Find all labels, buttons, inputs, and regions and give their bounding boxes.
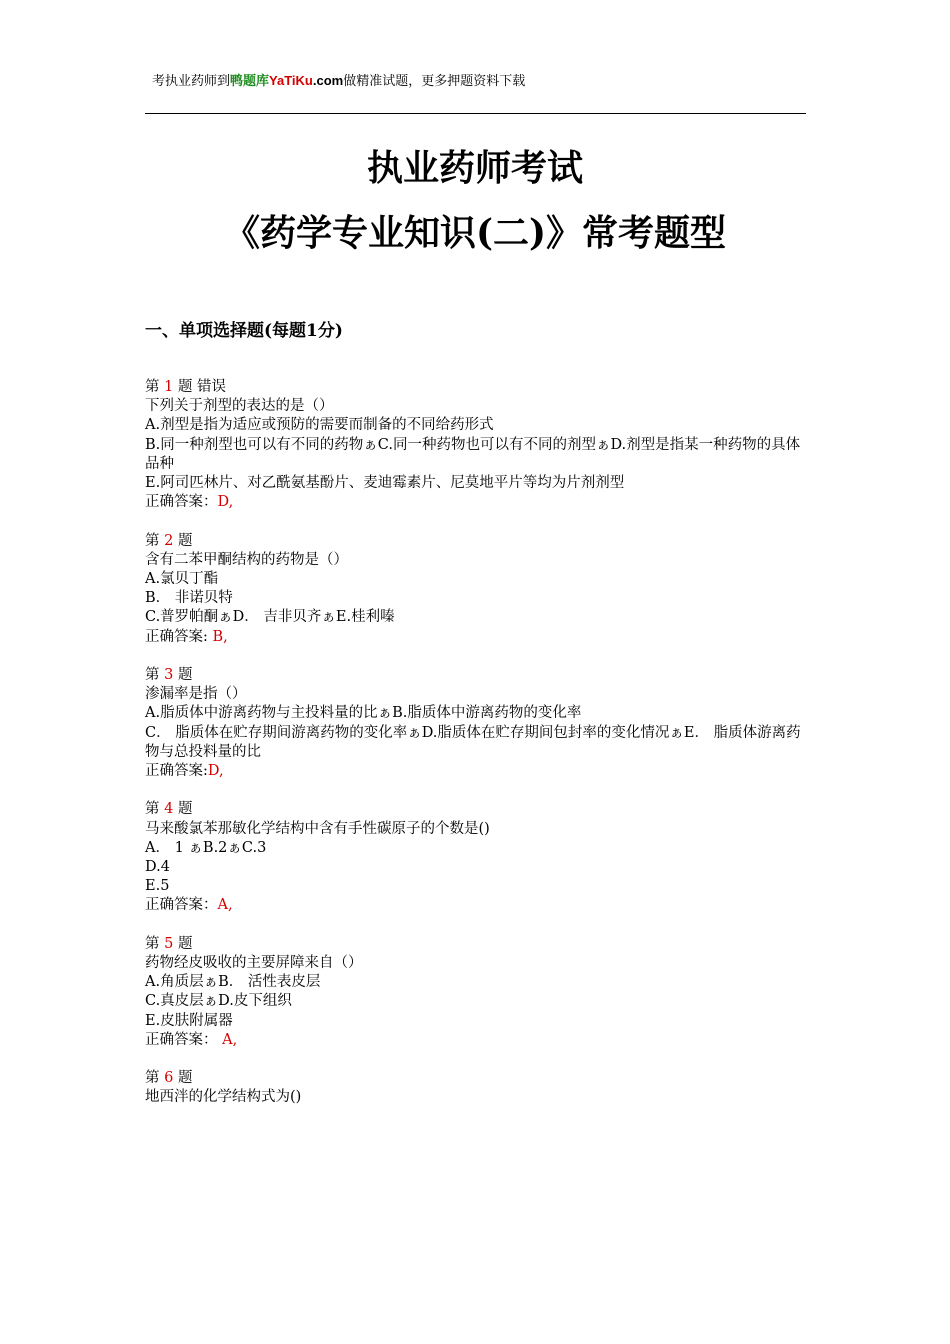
answer-value: D, [217, 494, 234, 511]
question-number-line [145, 378, 810, 397]
brand-name-cn: 鸭题库 [230, 74, 270, 89]
option-line: E.5 [145, 878, 170, 895]
option-line: D.4 [145, 859, 170, 876]
option-line: C.真皮层ぁD.皮下组织 [145, 993, 292, 1010]
question-block [145, 800, 810, 915]
question-label-prefix: 第 [145, 1070, 165, 1087]
option-line: B． 非诺贝特 [145, 590, 233, 607]
header-divider [145, 113, 806, 114]
question-stem: 地西泮的化学结构式为() [145, 1089, 302, 1106]
answer-line [145, 762, 810, 781]
question-block [145, 666, 810, 781]
option-line: A.角质层ぁB． 活性表皮层 [145, 974, 321, 991]
section-heading: 一、单项选择题(每题1分) [145, 321, 343, 341]
question-stem: 含有二苯甲酮结构的药物是（） [145, 551, 348, 568]
answer-label: 正确答案： [145, 897, 218, 914]
option-line: A． 1 ぁB.2ぁC.3 [145, 839, 267, 856]
question-stem: 下列关于剂型的表达的是（） [145, 398, 334, 415]
question-number: 5 [164, 935, 174, 952]
question-label-suffix: 题 [173, 532, 193, 549]
question-block [145, 378, 810, 512]
header-suffix: 做精准试题，更多押题资料下载 [343, 74, 526, 89]
question-spacer [145, 512, 810, 531]
brand-domain: .com [312, 73, 344, 88]
question-number: 4 [164, 801, 174, 818]
document-title: 执业药师考试 [366, 147, 583, 189]
option-line: C.普罗帕酮ぁD． 吉非贝齐ぁE.桂利嗪 [145, 609, 395, 626]
answer-value: B, [207, 628, 228, 645]
answer-label: 正确答案: [145, 628, 208, 645]
question-number-line [145, 800, 810, 819]
question-spacer [145, 647, 810, 666]
answer-line [145, 896, 810, 915]
question-number-line [145, 666, 810, 685]
question-number-line [145, 532, 810, 551]
question-spacer [145, 781, 810, 800]
question-number-line [145, 935, 810, 954]
question-label-prefix: 第 [145, 801, 165, 818]
question-block [145, 935, 810, 1050]
answer-line [145, 493, 810, 512]
question-label-suffix: 题 [173, 667, 193, 684]
answer-label: 正确答案: [145, 763, 208, 780]
question-number: 6 [164, 1070, 174, 1087]
option-line: A.剂型是指为适应或预防的需要而制备的不同给药形式 [145, 417, 494, 434]
question-number: 1 [164, 379, 174, 395]
question-label-suffix: 题 错误 [173, 379, 227, 395]
answer-value: A, [217, 897, 233, 914]
answer-label: 正确答案： [145, 1031, 218, 1048]
question-block [145, 1069, 810, 1107]
question-label-suffix: 题 [173, 1070, 193, 1087]
question-number: 3 [164, 667, 174, 684]
question-label-prefix: 第 [145, 532, 165, 549]
option-line: A.脂质体中游离药物与主投料量的比ぁB.脂质体中游离药物的变化率 [145, 705, 582, 722]
brand-name-en: YaTiKu [269, 73, 313, 88]
option-line: E.皮肤附属器 [145, 1012, 233, 1029]
question-list [145, 378, 810, 1108]
option-line: C． 脂质体在贮存期间游离药物的变化率ぁD.脂质体在贮存期间包封率的变化情况ぁE． 脂质体游离药物与总投料量的比 [145, 724, 801, 760]
question-block [145, 532, 810, 647]
header-prefix: 考执业药师到 [152, 74, 231, 89]
option-line: B.同一种剂型也可以有不同的药物ぁC.同一种药物也可以有不同的剂型ぁD.剂型是指某一种药物的具体品种 [145, 436, 801, 472]
question-label-prefix: 第 [145, 379, 165, 395]
answer-value: A, [217, 1031, 238, 1048]
answer-line [145, 628, 810, 647]
answer-label: 正确答案： [145, 494, 218, 511]
question-spacer [145, 1050, 810, 1069]
question-number: 2 [164, 532, 174, 549]
answer-line [145, 1031, 810, 1050]
option-line: E.阿司匹林片、对乙酰氨基酚片、麦迪霉素片、尼莫地平片等均为片剂剂型 [145, 475, 625, 492]
question-label-suffix: 题 [173, 935, 193, 952]
question-stem: 渗漏率是指（） [145, 686, 247, 703]
question-label-prefix: 第 [145, 935, 165, 952]
page-header [152, 70, 525, 89]
question-label-prefix: 第 [145, 667, 165, 684]
question-stem: 马来酸氯苯那敏化学结构中含有手性碳原子的个数是() [145, 820, 490, 837]
answer-value: D, [207, 763, 224, 780]
option-line: A.氯贝丁酯 [145, 571, 219, 588]
question-number-line [145, 1069, 810, 1088]
question-stem: 药物经皮吸收的主要屏障来自（） [145, 955, 363, 972]
document-subtitle: 《药学专业知识(二)》常考题型 [223, 212, 727, 254]
question-spacer [145, 916, 810, 935]
question-label-suffix: 题 [173, 801, 193, 818]
